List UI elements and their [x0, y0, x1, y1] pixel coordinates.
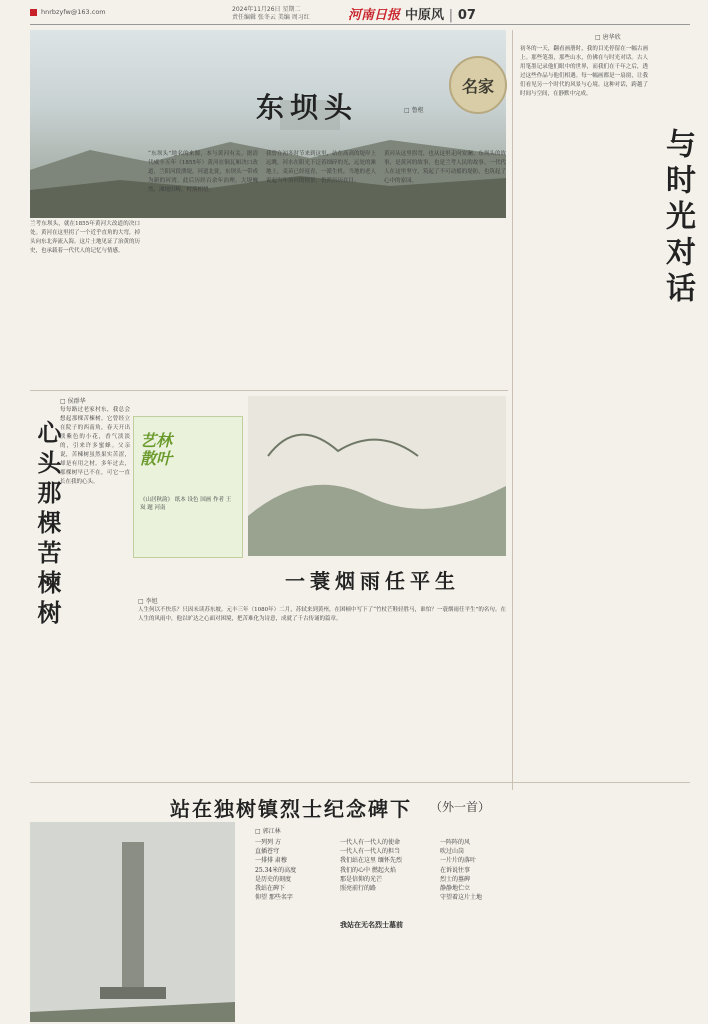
painting-art [248, 396, 506, 556]
header-editor: 责任编辑 张冬云 美编 周习红 [232, 14, 310, 21]
page-number: 07 [457, 8, 476, 23]
monument-photo [30, 822, 235, 1022]
dongbatou-col-2: “东坝头”地名的来源，本与黄河有关。据清代咸丰五年（1855年）黄河在铜瓦厢决口改道，兰阳河段溃堤，河道北徙，东坝头一带成为新的河湾。此后历经百余年治理，大堤巍然，滩地田畴，村落相望。 [148, 151, 258, 193]
section-title [405, 4, 476, 23]
yilin-title-line2: 散叶 [140, 449, 173, 468]
dongbatou-col-1: 兰考东坝头，就在1855年黄河大改道的决口处。黄河在这里拐了一个近乎直角的大弯，掉头向东北奔流入海。这片土地见证了治黄的历史，也承载着一代代人的记忆与情感。 [30, 221, 140, 254]
left-mid-title: 心头那棵苦楝树 [33, 420, 62, 630]
header-email [30, 8, 106, 16]
article-byline-dongbatou: □ 鲁枢 [404, 107, 424, 114]
section-rule-1 [30, 390, 508, 391]
left-mid-byline: □ 侯群华 [60, 398, 86, 405]
header-email-text: hnrbzyfw@163.com [41, 8, 106, 16]
bottom-article-subtitle: （外一首） [430, 800, 491, 814]
dongbatou-col-4: 黄河从这里拐弯，也从这里走向安澜。东坝头的故事，是黄河的故事，也是兰考人民的故事。一代代人在这里坚守，筑起了不可动摇的堤防，也筑起了心中的家园。 [384, 151, 506, 184]
mail-icon [30, 9, 37, 16]
section-name: 中原风 [405, 8, 445, 23]
bottom-article-title: 站在独树镇烈士纪念碑下 [170, 797, 412, 821]
mid-article-title: 一蓑烟雨任平生 [285, 569, 460, 593]
section-rule-2 [30, 782, 690, 783]
monument-art [30, 822, 235, 1022]
header-rule [30, 24, 690, 25]
right-byline: □ 唐华欣 [595, 34, 621, 41]
header-date: 2024年11月26日 星期二 [232, 6, 301, 13]
bottom-article-byline: □ 郭江林 [255, 828, 281, 835]
poem-column-c: 一阵阵的风 吹过山岗 一片片的落叶 在诉说往事 烈士的墓碑 静静地伫立 守望着这片土地 [440, 839, 483, 902]
yilin-title [140, 432, 172, 468]
poem-column-b: 一代人有一代人的使命 一代人有一代人的担当 我们站在这里 缅怀先烈 我们的心中 燃起火焰 那是信仰的光芒 照亮前行的路 [340, 839, 402, 893]
poem-column-a: 一列列 方 直插苍穹 一排排 肃穆 25.34米的高度 是历史的刻度 我站在碑下 仰望 那些名字 [255, 839, 297, 902]
paper-logo: 河南日报 [348, 8, 401, 23]
yilin-caption: 《山居秋韵》 纸本 设色 国画 作者 王岚 题 河南 [140, 497, 232, 511]
right-article-text: 初冬的一天，翻看画册时，我的目光停留在一幅古画上。那些笔墨，那些山水，仿佛在与时光对话。古人用笔墨记录他们眼中的世界，而我们在千年之后，透过这些作品与他们相遇。每一幅画都是一扇窗，让我们看见另一个时代的风景与心境。这种对话，跨越了时间与空间，在静默中完成。 [520, 46, 648, 97]
yilin-title-line1: 艺林 [140, 431, 173, 450]
poem-title-2: 我站在无名烈士墓前 [340, 920, 403, 929]
section-divider: | [448, 8, 454, 23]
header-meta [232, 6, 342, 22]
column-rule-right [512, 30, 513, 790]
mid-article-text: 人生何以不快乐？只因未读苏东坡。元丰三年（1080年）二月，苏轼来到黄州，在困顿中写下了“竹杖芒鞋轻胜马，谁怕？一蓑烟雨任平生”的名句。在人生的风雨中，他以旷达之心面对困境，把苦难化为诗意，成就了千古传诵的篇章。 [138, 607, 506, 622]
mid-article-byline: □ 李旭 [138, 598, 158, 605]
dongbatou-col-3: 我曾在初冬时节来到这里，站在高高的堤岸上远眺，河水在阳光下泛着细碎的光，远处的滩地上，麦苗已经返青，一派生机。当地的老人说起当年治河的情景，仍然历历在目。 [266, 151, 376, 184]
left-mid-text: 每每路过老家村东，我总会想起那棵苦楝树。它曾经立在院子的西南角，春天开出淡紫色的小花，香气淡淡的，引来许多蜜蜂。父亲说，苦楝树虽然果实苦涩，却是有用之材。多年过去，那棵树早已不在，可它一直长在我的心头。 [60, 407, 130, 485]
right-article-title: 与时光对话 [660, 128, 695, 308]
column-badge: 名家 [449, 56, 507, 114]
article-title-dongbatou: 东坝头 [256, 91, 359, 124]
painting-image [248, 396, 506, 556]
